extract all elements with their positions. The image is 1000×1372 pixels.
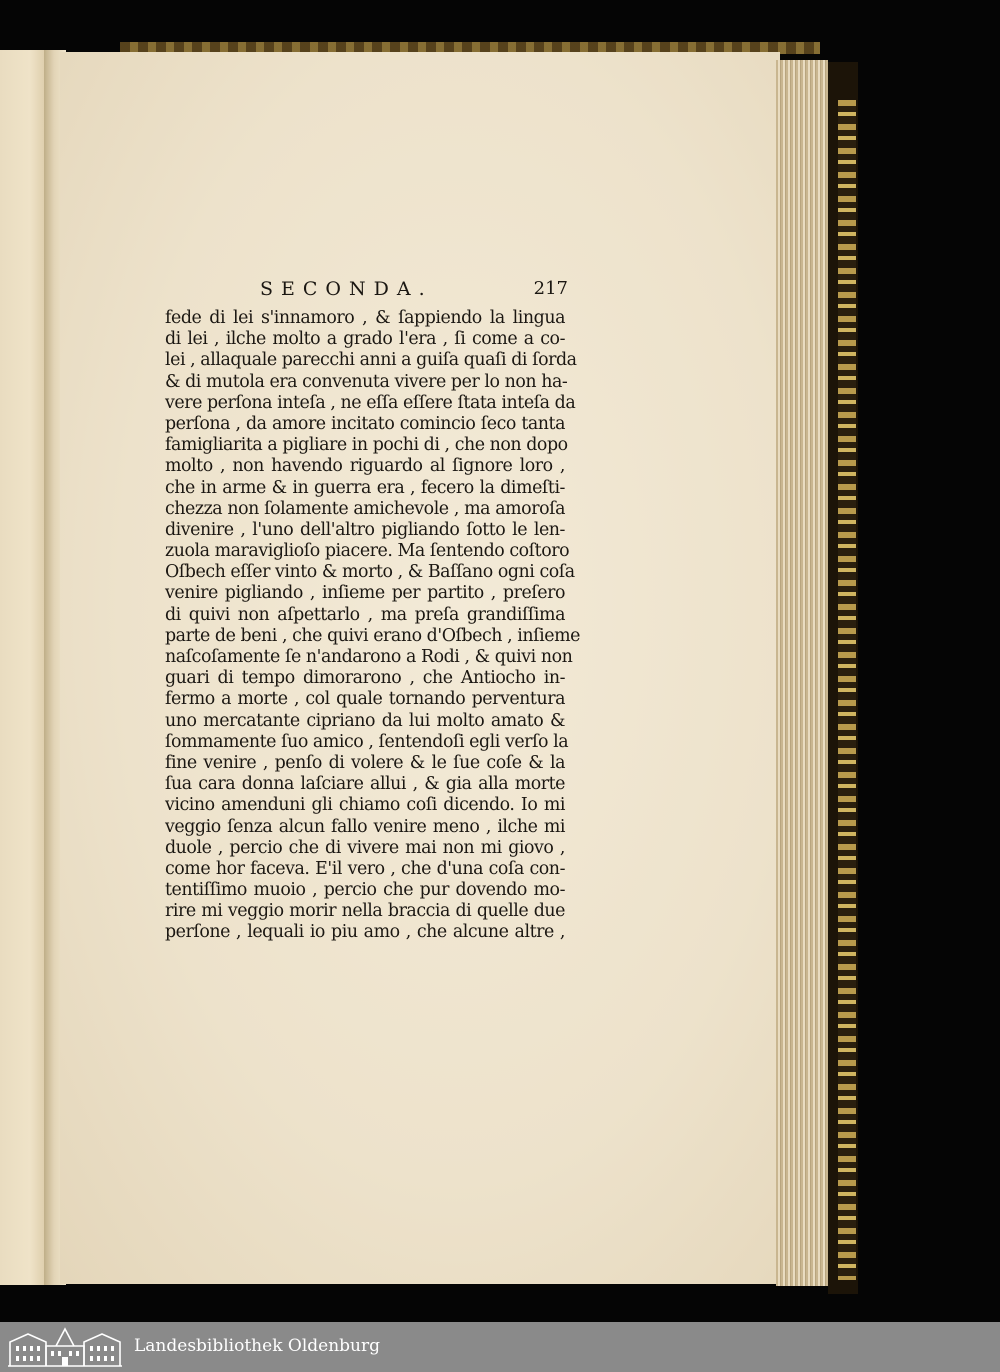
page-stack-edges (776, 60, 828, 1286)
library-building-icon (6, 1326, 124, 1368)
text-line: divenire , l'uno dell'altro pigliando ſotto le len- (165, 519, 565, 540)
text-line: tentiſſimo muoio , percio che pur dovendo mo- (165, 880, 565, 901)
gilt-cover-decoration (838, 100, 856, 1280)
text-line: di quivi non aſpettarlo , ma preſa grandiſſima (165, 604, 565, 625)
text-line: duole , percio che di vivere mai non mi giovo , (165, 837, 565, 858)
text-line: guari di tempo dimorarono , che Antiocho in- (165, 668, 565, 689)
text-line: molto , non havendo riguardo al ſignore loro , (165, 456, 565, 477)
text-line: naſcoſamente ſe n'andarono a Rodi , & quivi non (165, 647, 573, 667)
text-line: ſua cara donna laſciare allui , & gia alla morte (165, 774, 565, 795)
library-footer-bar (0, 1322, 1000, 1372)
text-line: chezza non ſolamente amichevole , ma amoroſa (165, 498, 565, 519)
text-line: che in arme & in guerra era , fecero la dimeſti- (165, 477, 565, 498)
text-line: perſona , da amore incitato comincio ſeco tanta (165, 413, 565, 434)
text-line: come hor faceva. E'il vero , che d'una coſa con- (165, 858, 565, 879)
library-name: Landesbibliothek Oldenburg (134, 1336, 381, 1356)
text-line: fine venire , penſo di volere & le ſue coſe & la (165, 752, 565, 773)
text-line: rire mi veggio morir nella braccia di quelle due (165, 901, 565, 922)
text-line: fede di lei s'innamoro , & ſappiendo la lingua (165, 308, 565, 328)
page-header (165, 278, 568, 308)
text-line: veggio ſenza alcun fallo venire meno , ilche mi (165, 816, 565, 837)
text-line: parte de beni , che quivi erano d'Oſbech , inſieme (165, 625, 580, 646)
text-line: lei , allaquale parecchi anni a guiſa quaſi di ſorda (165, 350, 577, 371)
text-line: Oſbech eſſer vinto & morto , & Baſſano ogni coſa (165, 562, 575, 583)
body-text (165, 308, 580, 944)
text-line: & di mutola era convenuta vivere per lo non ha- (165, 371, 568, 392)
text-line: perſone , lequali io piu amo , che alcune altre , (165, 922, 565, 943)
text-line: fermo a morte , col quale tornando perventura (165, 689, 565, 710)
left-page-edge (0, 50, 50, 1285)
text-line: vere perſona inteſa , ne eſſa eſſere ſtata inteſa da (165, 392, 576, 413)
text-line: ſommamente ſuo amico , ſentendoſi egli verſo la (165, 731, 569, 752)
text-line: zuola maraviglioſo piacere. Ma ſentendo coſtoro (165, 541, 570, 562)
text-line: venire pigliando , inſieme per partito , preſero (165, 583, 565, 604)
running-head: SECONDA. (260, 278, 433, 300)
text-line: vicino amenduni gli chiamo coſi dicendo. Io mi (165, 795, 565, 816)
page-number: 217 (533, 278, 568, 299)
text-line: famigliarita a pigliare in pochi di , che non dopo (165, 435, 568, 456)
text-line: di lei , ilche molto a grado l'era , ſi come a co- (165, 329, 565, 350)
text-block (165, 278, 580, 944)
text-line: uno mercatante cipriano da lui molto amato & (165, 710, 565, 731)
